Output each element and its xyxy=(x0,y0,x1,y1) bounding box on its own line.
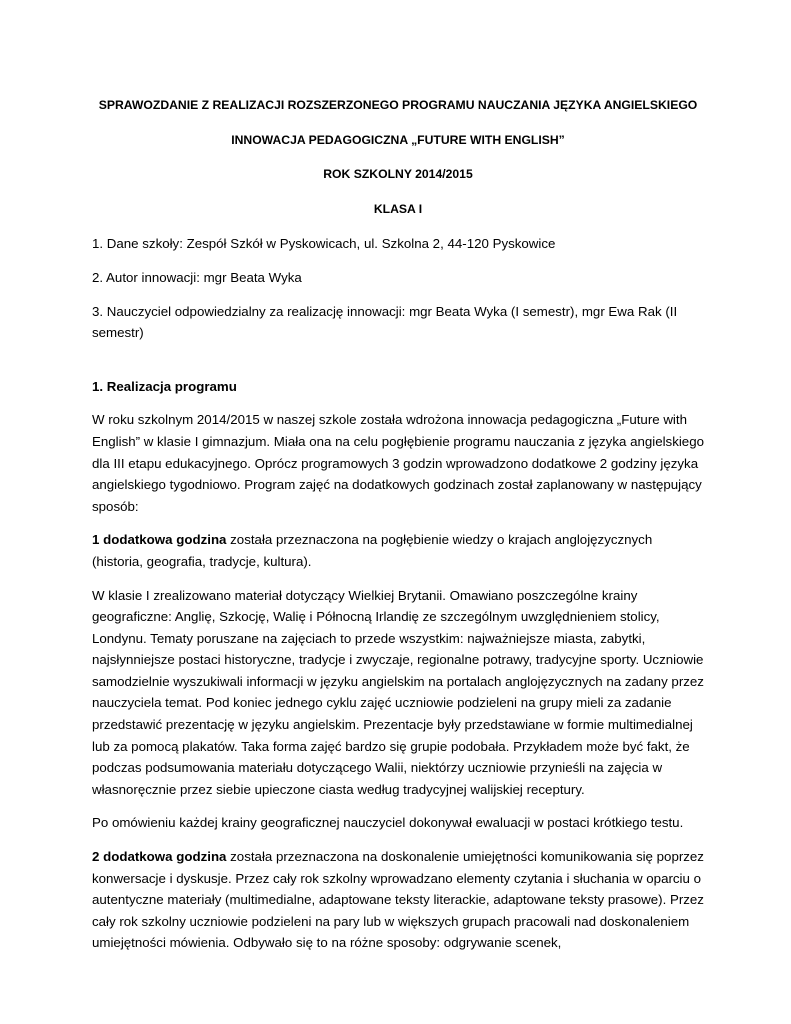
hour1-label: 1 dodatkowa godzina xyxy=(92,532,227,548)
teacher-info: 3. Nauczyciel odpowiedzialny za realizację innowacji: mgr Beata Wyka (I semestr), mgr Ewa Rak (II semestr) xyxy=(92,303,678,341)
document-title: SPRAWOZDANIE Z REALIZACJI ROZSZERZONEGO PROGRAMU NAUCZANIA JĘZYKA ANGIELSKIEGO xyxy=(98,98,698,112)
document-subtitle-class: KLASA I xyxy=(373,201,423,216)
author-info: 2. Autor innowacji: mgr Beata Wyka xyxy=(92,269,302,285)
evaluation-paragraph: Po omówieniu każdej krainy geograficznej nauczyciel dokonywał ewaluacji w postaci krótkiego testu. xyxy=(92,815,684,831)
hour1-text: została przeznaczona na pogłębienie wiedzy o krajach anglojęzycznych (historia, geografia, tradycje, kultura). xyxy=(92,532,653,569)
britain-paragraph: W klasie I zrealizowano materiał dotyczący Wielkiej Brytanii. Omawiano poszczególne krainy geograficzne: Anglię, Szkocję, Walię i Północną Irlandię ze szczególnym uwzględnieniem stolicy, Londynu. Tematy poruszane na zajęciach to przede wszystkim: najważniejsze miasta, zabytki, najsłynniejsze postaci historyczne, tradycje i zwyczaje, regionalne potrawy, tradycyjne sporty. Uczniowie samodzielnie wyszukiwali informacji w języku angielskim na portalach anglojęzycznych na zadany przez nauczyciela temat. Pod koniec jednego cyklu zajęć uczniowie podzieleni na grupy mieli za zadanie przedstawić prezentację w języku angielskim. Prezentacje były przedstawiane w formie multimedialnej lub za pomocą plakatów. Taka forma zajęć bardzo się grupie podobała. Przykładem może być fakt, że podczas podsumowania materiału dotyczącego Walii, niektórzy uczniowie przynieśli na zajęcia w własnoręcznie przez siebie upieczone ciasta według tradycyjnej walijskiej receptury. xyxy=(92,587,704,797)
intro-paragraph: W roku szkolnym 2014/2015 w naszej szkole została wdrożona innowacja pedagogiczna „Future with English” w klasie I gimnazjum. Miała ona na celu pogłębienie programu nauczania z języka angielskiego dla III etapu edukacyjnego. Oprócz programowych 3 godzin wprowadzono dodatkowe 2 godziny języka angielskiego tygodniowo. Program zajęć na dodatkowych godzinach został zaplanowany w następujący sposób: xyxy=(92,412,704,514)
document-subtitle-school-year: ROK SZKOLNY 2014/2015 xyxy=(323,167,473,182)
document-page xyxy=(92,92,704,966)
hour1-paragraph xyxy=(92,529,704,572)
document-subtitle-innovation: INNOWACJA PEDAGOGICZNA „FUTURE WITH ENGLISH” xyxy=(231,132,565,147)
hour2-paragraph xyxy=(92,846,704,954)
section-heading: 1. Realizacja programu xyxy=(92,378,237,394)
hour2-text: została przeznaczona na doskonalenie umiejętności komunikowania się poprzez konwersacje i dyskusje. Przez cały rok szkolny wprowadzano elementy czytania i słuchania w oparciu o autentyczne materiały (multimedialne, adaptowane teksty literackie, adaptowane teksty prasowe). Przez cały rok szkolny uczniowie podzieleni na pary lub w większych grupach pracowali nad doskonaleniem umiejętności mówienia. Odbywało się to na różne sposoby: odgrywanie scenek, xyxy=(92,849,704,951)
school-info: 1. Dane szkoły: Zespół Szkół w Pyskowicach, ul. Szkolna 2, 44-120 Pyskowice xyxy=(92,236,556,252)
hour2-label: 2 dodatkowa godzina xyxy=(92,849,227,865)
